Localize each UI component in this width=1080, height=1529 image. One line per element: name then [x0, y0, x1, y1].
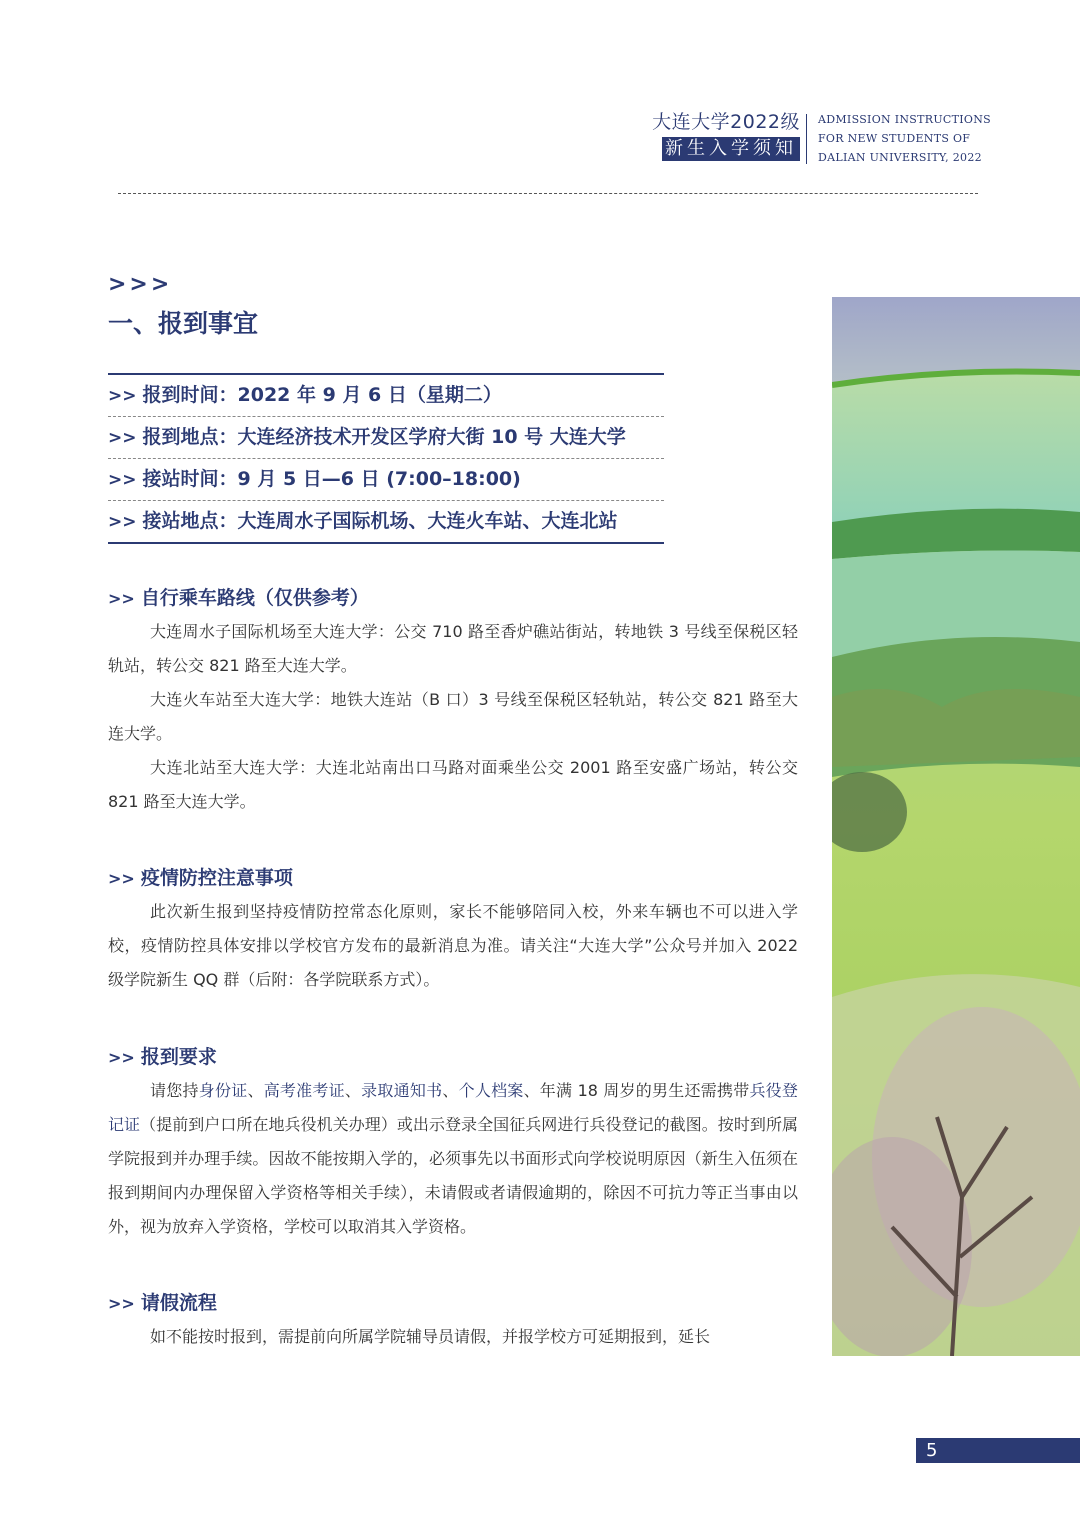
info-prefix: >>	[108, 470, 137, 490]
req-rest: （提前到户口所在地兵役机关办理）或出示登录全国征兵网进行兵役登记的截图。按时到所属学院报到并办理手续。因故不能按期入学的，必须事先以书面形式向学校说明原因（新生入伍须在报到期间内办理保留入学资格等相关手续），未请假或者请假逾期的，除因不可抗力等正当事由以外，视为放弃入学资格，学校可以取消其入学资格。	[108, 1115, 798, 1236]
route-airport: 大连周水子国际机场至大连大学：公交 710 路至香炉礁站街站，转地铁 3 号线至保税区轻轨站，转公交 821 路至大连大学。	[108, 622, 798, 675]
info-prefix: >>	[108, 386, 137, 406]
heading-prefix: >>	[108, 589, 135, 608]
page-number: 5	[926, 1440, 938, 1461]
header-divider	[806, 114, 807, 164]
header-en-line3: DALIAN UNIVERSITY, 2022	[818, 151, 982, 164]
leave-heading	[108, 1288, 217, 1315]
routes-heading	[108, 583, 369, 610]
doc-exam-ticket: 高考准考证	[263, 1081, 345, 1100]
header-title-line2: 新生入学须知	[662, 137, 800, 161]
info-row-time	[108, 375, 664, 417]
routes-heading-text: 自行乘车路线（仅供参考）	[140, 587, 369, 609]
info-row-location	[108, 417, 664, 459]
route-north-station: 大连北站至大连大学：大连北站南出口马路对面乘坐公交 2001 路至安盛广场站，转公交 821 路至大连大学。	[108, 758, 798, 811]
heading-prefix: >>	[108, 1294, 135, 1313]
requirements-paragraph: 请您持身份证、高考准考证、录取通知书、个人档案、年满 18 周岁的男生还需携带兵役登记证（提前到户口所在地兵役机关办理）或出示登录全国征兵网进行兵役登记的截图。按时到所属学院报到并办理手续。因故不能按期入学的，必须事先以书面形式向学校说明原因（新生入伍须在报到期间内办理保留入学资格等相关手续），未请假或者请假逾期的，除因不可抗力等正当事由以外，视为放弃入学资格，学校可以取消其入学资格。	[108, 1081, 798, 1236]
doc-personal-file: 个人档案	[458, 1081, 524, 1100]
header-dashed-rule	[118, 193, 978, 194]
section-arrows: >>>	[108, 272, 173, 297]
info-text: 报到地点：大连经济技术开发区学府大街 10 号 大连大学	[142, 426, 626, 448]
leave-heading-text: 请假流程	[140, 1292, 217, 1314]
header-title-line1: 大连大学2022级	[652, 111, 800, 133]
info-row-pickup-location	[108, 501, 664, 542]
page-number-bar	[916, 1438, 1080, 1463]
doc-id-card: 身份证	[198, 1081, 248, 1100]
epidemic-paragraph: 此次新生报到坚持疫情防控常态化原则，家长不能够陪同入校，外来车辆也不可以进入学校，疫情防控具体安排以学校官方发布的最新消息为准。请关注“大连大学”公众号并加入 2022 级学院新生 QQ 群（后附：各学院联系方式）。	[108, 902, 798, 989]
info-row-pickup-time	[108, 459, 664, 501]
info-text: 报到时间：2022 年 9 月 6 日（星期二）	[142, 384, 502, 406]
doc-military-reg: 兵役登记证	[108, 1081, 798, 1134]
route-train-station: 大连火车站至大连大学：地铁大连站（B 口）3 号线至保税区轻轨站，转公交 821 路至大连大学。	[108, 690, 798, 743]
req-pre: 请您持	[150, 1081, 199, 1100]
info-box	[108, 373, 664, 544]
section-title: 一、报到事宜	[108, 309, 259, 338]
header-en-line1: ADMISSION INSTRUCTIONS	[818, 113, 992, 126]
header-title-cn	[652, 110, 800, 161]
req-mid: 、年满 18 周岁的男生还需携带	[523, 1081, 750, 1100]
info-text: 接站时间：9 月 5 日—6 日 (7:00–18:00)	[142, 468, 521, 490]
info-text: 接站地点：大连周水子国际机场、大连火车站、大连北站	[142, 510, 618, 532]
requirements-heading-text: 报到要求	[140, 1046, 217, 1068]
epidemic-heading	[108, 863, 293, 890]
info-prefix: >>	[108, 428, 137, 448]
heading-prefix: >>	[108, 1048, 135, 1067]
requirements-heading	[108, 1042, 217, 1069]
info-prefix: >>	[108, 512, 137, 532]
epidemic-heading-text: 疫情防控注意事项	[140, 867, 293, 889]
doc-admission-letter: 录取通知书	[361, 1081, 443, 1100]
leave-paragraph: 如不能按时报到，需提前向所属学院辅导员请假，并报学校方可延期报到，延长	[150, 1327, 711, 1346]
header-title-en	[818, 110, 991, 167]
heading-prefix: >>	[108, 869, 135, 888]
header-en-line2: FOR NEW STUDENTS OF	[818, 132, 971, 145]
landscape-painting	[832, 297, 1080, 1356]
